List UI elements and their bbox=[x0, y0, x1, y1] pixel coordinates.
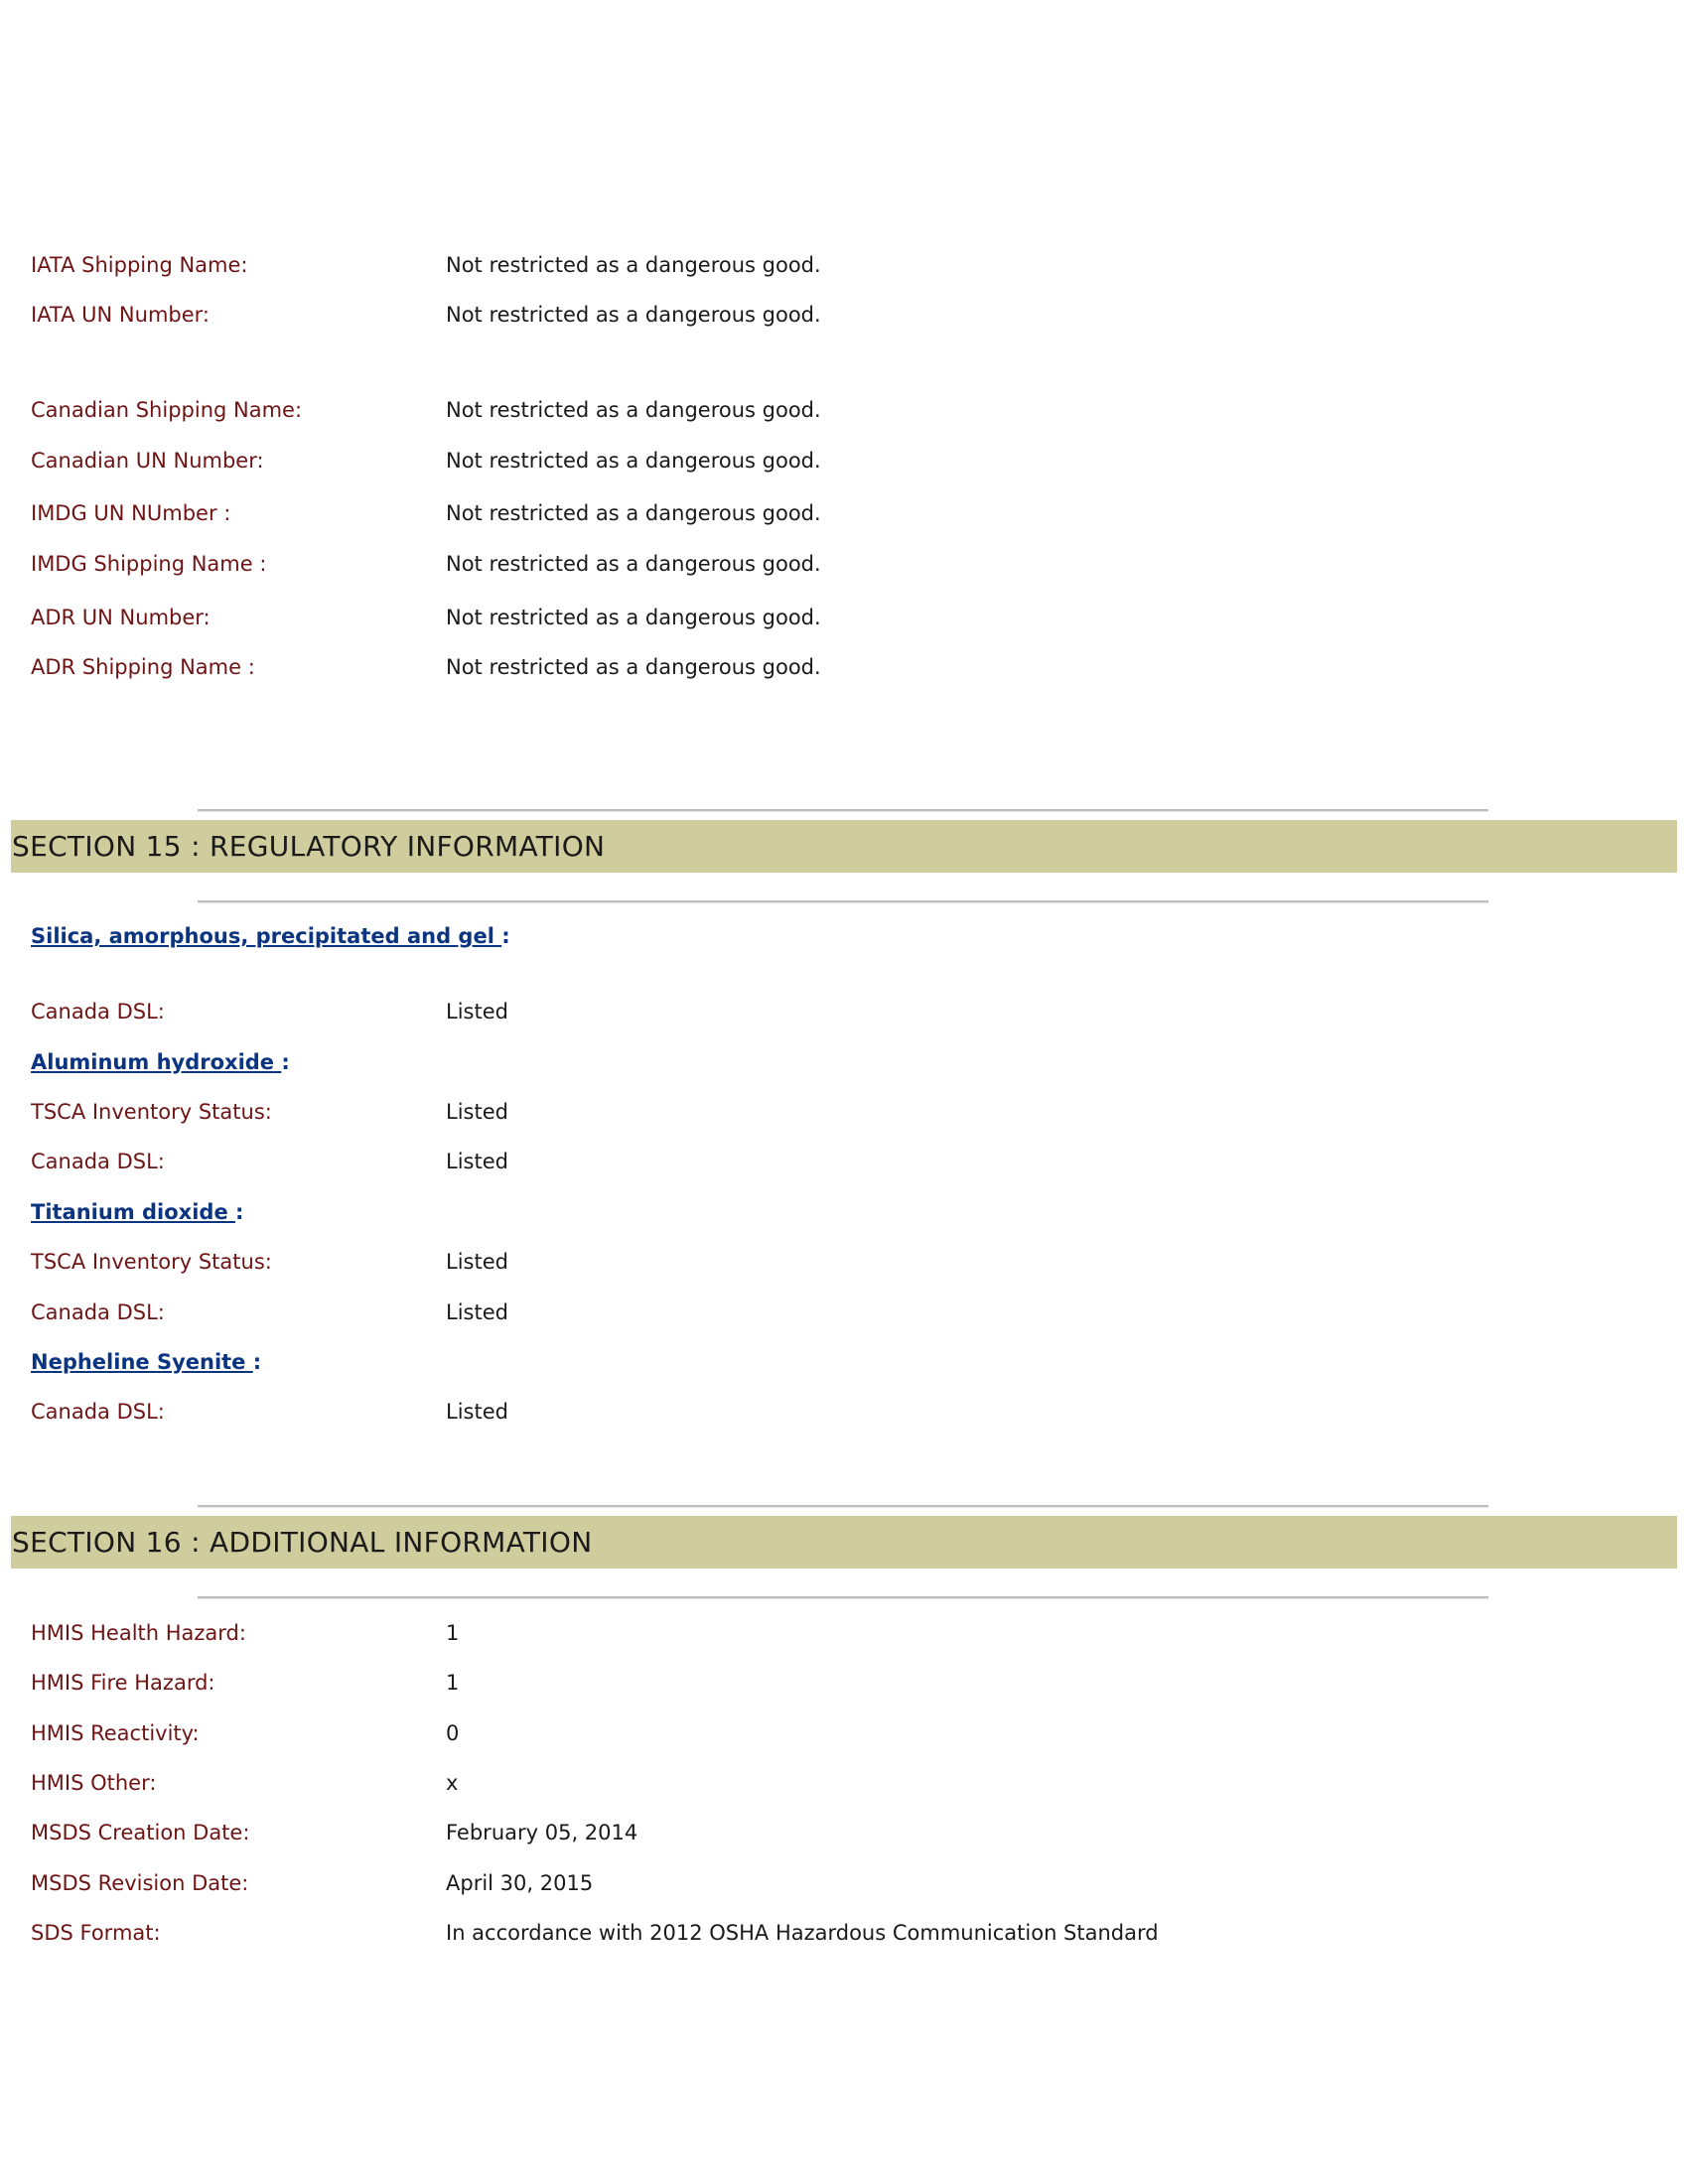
field-label: IATA UN Number: bbox=[31, 303, 210, 327]
field-label: IMDG Shipping Name : bbox=[31, 552, 267, 576]
field-value: Not restricted as a dangerous good. bbox=[446, 253, 821, 277]
section-title: SECTION 16 : ADDITIONAL INFORMATION bbox=[12, 1526, 593, 1559]
substance-name[interactable]: Aluminum hydroxide bbox=[31, 1050, 282, 1074]
field-label: ADR UN Number: bbox=[31, 606, 211, 629]
field-value: 1 bbox=[446, 1671, 460, 1695]
field-value: Listed bbox=[446, 1400, 508, 1424]
section-16-header bbox=[11, 1516, 1677, 1569]
field-label: IMDG UN NUmber : bbox=[31, 501, 231, 525]
field-value: Listed bbox=[446, 1100, 508, 1124]
substance-heading[interactable] bbox=[31, 1049, 290, 1075]
divider bbox=[198, 809, 1488, 812]
substance-colon: : bbox=[252, 1350, 262, 1374]
field-label: Canada DSL: bbox=[31, 1150, 165, 1173]
divider bbox=[198, 1596, 1488, 1599]
field-label: Canadian Shipping Name: bbox=[31, 398, 303, 422]
field-value: Listed bbox=[446, 1250, 508, 1274]
field-value: Listed bbox=[446, 1300, 508, 1324]
section-15-header bbox=[11, 820, 1677, 873]
section-title: SECTION 15 : REGULATORY INFORMATION bbox=[12, 830, 606, 863]
field-label: Canada DSL: bbox=[31, 1400, 165, 1424]
divider bbox=[198, 1505, 1488, 1508]
substance-heading[interactable] bbox=[31, 1199, 243, 1225]
field-value: Not restricted as a dangerous good. bbox=[446, 655, 821, 679]
field-value: Listed bbox=[446, 1000, 508, 1024]
substance-name[interactable]: Silica, amorphous, precipitated and gel bbox=[31, 924, 502, 948]
field-value: Not restricted as a dangerous good. bbox=[446, 501, 821, 525]
field-value: 0 bbox=[446, 1721, 460, 1745]
field-value: Not restricted as a dangerous good. bbox=[446, 303, 821, 327]
substance-colon: : bbox=[281, 1050, 290, 1074]
substance-colon: : bbox=[235, 1200, 244, 1224]
field-value: Not restricted as a dangerous good. bbox=[446, 606, 821, 629]
field-label: IATA Shipping Name: bbox=[31, 253, 248, 277]
field-value: Listed bbox=[446, 1150, 508, 1173]
field-label: MSDS Revision Date: bbox=[31, 1871, 249, 1895]
field-value: February 05, 2014 bbox=[446, 1821, 638, 1844]
field-label: Canada DSL: bbox=[31, 1000, 165, 1024]
substance-heading[interactable] bbox=[31, 1349, 261, 1375]
field-value: Not restricted as a dangerous good. bbox=[446, 552, 821, 576]
substance-heading[interactable] bbox=[31, 923, 510, 949]
field-label: ADR Shipping Name : bbox=[31, 655, 255, 679]
field-value: April 30, 2015 bbox=[446, 1871, 594, 1895]
field-label: HMIS Fire Hazard: bbox=[31, 1671, 215, 1695]
field-label: SDS Format: bbox=[31, 1921, 161, 1945]
field-label: Canadian UN Number: bbox=[31, 449, 264, 473]
field-label: HMIS Other: bbox=[31, 1771, 157, 1795]
substance-name[interactable]: Titanium dioxide bbox=[31, 1200, 236, 1224]
field-label: Canada DSL: bbox=[31, 1300, 165, 1324]
field-label: MSDS Creation Date: bbox=[31, 1821, 250, 1844]
substance-name[interactable]: Nepheline Syenite bbox=[31, 1350, 253, 1374]
divider bbox=[198, 900, 1488, 903]
field-value: Not restricted as a dangerous good. bbox=[446, 398, 821, 422]
field-value: 1 bbox=[446, 1621, 460, 1645]
field-label: TSCA Inventory Status: bbox=[31, 1250, 272, 1274]
substance-colon: : bbox=[501, 924, 510, 948]
field-label: HMIS Health Hazard: bbox=[31, 1621, 246, 1645]
field-value: Not restricted as a dangerous good. bbox=[446, 449, 821, 473]
field-value: x bbox=[446, 1771, 459, 1795]
field-label: TSCA Inventory Status: bbox=[31, 1100, 272, 1124]
field-value: In accordance with 2012 OSHA Hazardous Communication Standard bbox=[446, 1921, 1159, 1945]
field-label: HMIS Reactivity: bbox=[31, 1721, 200, 1745]
